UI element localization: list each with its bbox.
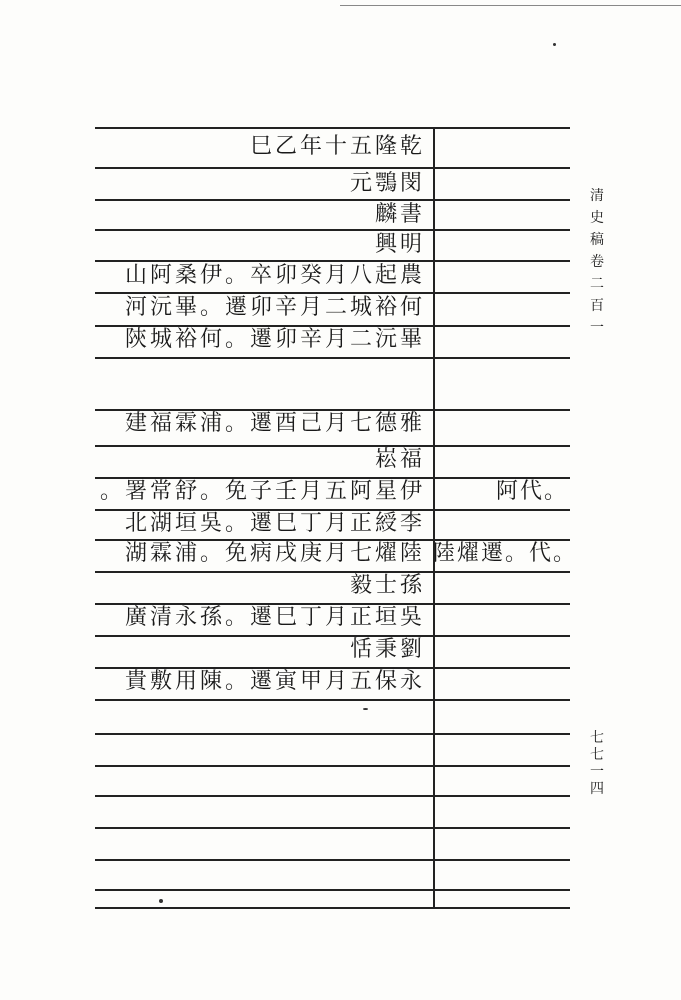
row-main-text: 明興 [374, 232, 425, 257]
row-rule [95, 765, 570, 767]
ink-speck [553, 43, 556, 46]
row-main-text: 李綬正月丁巳遷。吳垣湖北 [124, 511, 425, 536]
row-rule [95, 167, 570, 169]
row-rule [95, 445, 570, 447]
row-rule [95, 199, 570, 201]
row-main-text: 農起八月癸卯卒。伊桑阿山 [124, 263, 425, 288]
row-rule [95, 229, 570, 231]
row-rule [95, 859, 570, 861]
row-main-text: 永保五月甲寅遷。陳用敷貴 [124, 669, 425, 694]
row-main-text: 書麟 [374, 202, 425, 227]
row-rule [95, 635, 570, 637]
row-rule [95, 827, 570, 829]
ink-speck [363, 708, 368, 710]
row-main-text: 伊星阿五月壬子免。舒常署。 [99, 479, 425, 504]
row-main-text: 乾隆五十年乙巳 [249, 134, 425, 159]
row-rule [95, 699, 570, 701]
row-main-text: 吳垣正月丁巳遷。孫永清廣 [124, 605, 425, 630]
page-number: 七七一四 [590, 730, 604, 797]
ink-speck [159, 899, 163, 903]
row-right-text: 阿代。 [495, 479, 568, 504]
row-right-text: 陸燿遷。代。 [433, 541, 578, 566]
row-rule [95, 127, 570, 129]
row-main-text: 福崧 [374, 447, 425, 472]
row-rule [95, 571, 570, 573]
row-main-text: 何裕城二月辛卯遷。畢沅河 [124, 295, 425, 320]
row-rule [95, 357, 570, 359]
row-main-text: 陸燿七月庚戌病免。浦霖湖 [124, 541, 425, 566]
row-rule [95, 889, 570, 891]
row-main-text: 劉秉恬 [349, 637, 425, 662]
row-main-text: 孫士毅 [349, 573, 425, 598]
row-main-text: 畢沅二月辛卯遷。何裕城陝 [124, 327, 425, 352]
row-rule [95, 795, 570, 797]
row-main-text: 雅德七月己酉遷。浦霖福建 [124, 411, 425, 436]
top-rule [340, 5, 681, 6]
row-rule [95, 733, 570, 735]
row-rule [95, 907, 570, 909]
column-divider [433, 127, 435, 907]
register-table [95, 127, 578, 907]
row-main-text: 閔鶚元 [349, 171, 425, 196]
side-title: 清史稿卷二百一 [590, 188, 604, 336]
